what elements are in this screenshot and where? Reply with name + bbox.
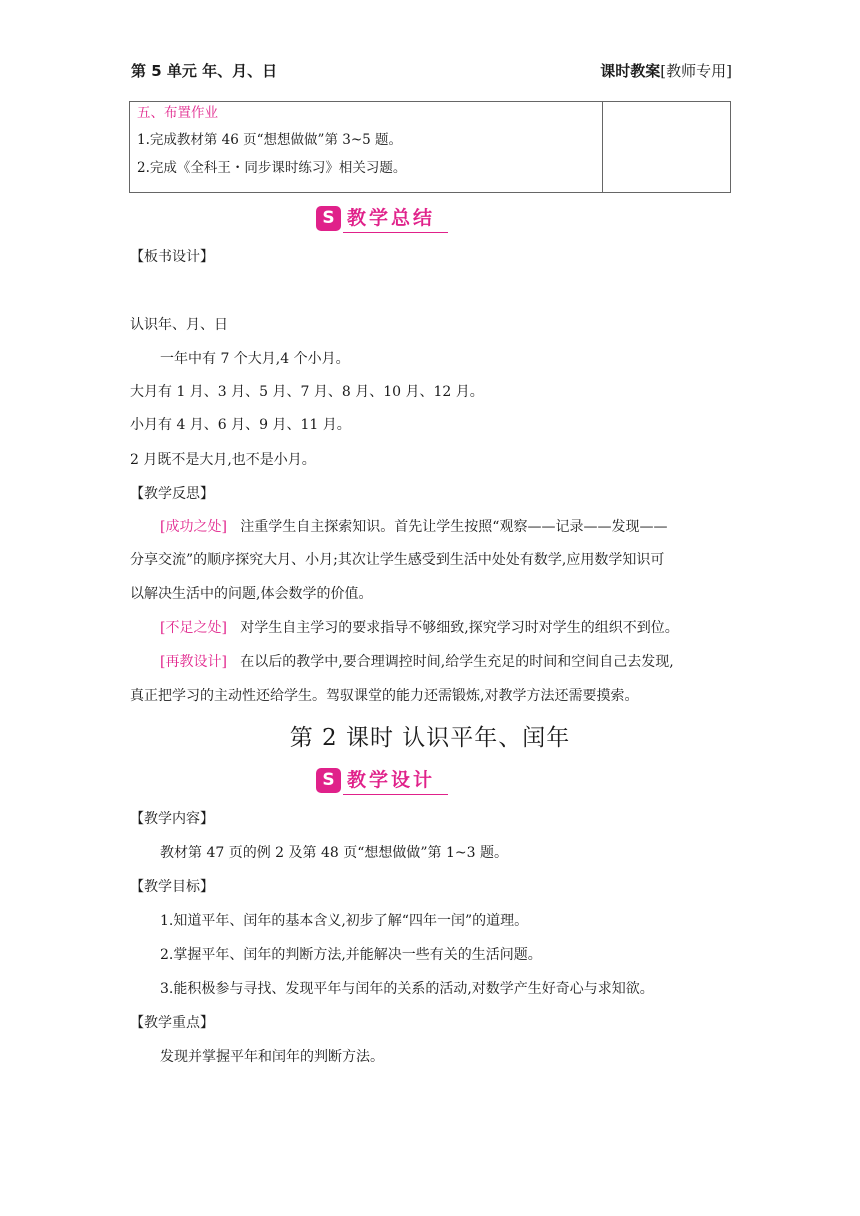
success-tag: [成功之处] bbox=[160, 519, 227, 535]
teaching-design-banner bbox=[316, 767, 448, 795]
reflection-heading: 【教学反思】 bbox=[130, 486, 214, 502]
banner-underline bbox=[343, 794, 448, 796]
teaching-summary-banner bbox=[316, 205, 448, 233]
homework-table bbox=[129, 101, 731, 193]
content-heading: 【教学内容】 bbox=[130, 811, 214, 827]
header-teacher-tag: [教师专用] bbox=[660, 62, 732, 80]
goal-item-2: 2.掌握平年、闰年的判断方法,并能解决一些有关的生活问题。 bbox=[160, 947, 542, 963]
board-line-3: 大月有 1 月、3 月、5 月、7 月、8 月、10 月、12 月。 bbox=[130, 384, 484, 400]
reflection-success-line-1 bbox=[160, 517, 667, 537]
section-logo-icon: S bbox=[316, 768, 341, 793]
banner-underline bbox=[343, 232, 448, 234]
key-points-heading: 【教学重点】 bbox=[130, 1015, 214, 1031]
board-line-1: 认识年、月、日 bbox=[130, 317, 228, 333]
section-logo-icon: S bbox=[316, 206, 341, 231]
board-line-5: 2 月既不是大月,也不是小月。 bbox=[130, 452, 316, 468]
board-line-2: 一年中有 7 个大月,4 个小月。 bbox=[160, 351, 350, 367]
reflection-redesign-line-2: 真正把学习的主动性还给学生。驾驭课堂的能力还需锻炼,对教学方法还需要摸索。 bbox=[130, 688, 639, 704]
lesson-title: 第 2 课时 认识平年、闰年 bbox=[289, 725, 571, 751]
homework-title: 五、布置作业 bbox=[137, 105, 218, 121]
reflection-success-line-3: 以解决生活中的问题,体会数学的价值。 bbox=[130, 586, 373, 602]
reflection-success-line-2: 分享交流”的顺序探究大月、小月;其次让学生感受到生活中处处有数学,应用数学知识可 bbox=[130, 552, 665, 568]
homework-item-1: 1.完成教材第 46 页“想想做做”第 3~5 题。 bbox=[137, 132, 403, 148]
key-points-text: 发现并掌握平年和闰年的判断方法。 bbox=[160, 1049, 384, 1065]
reflection-lack-line bbox=[160, 618, 679, 638]
header-doc-type-label: 课时教案 bbox=[600, 62, 661, 80]
homework-notes-cell bbox=[603, 102, 731, 193]
homework-cell bbox=[130, 102, 603, 193]
redesign-tag: [再教设计] bbox=[160, 654, 227, 670]
success-text-1: 注重学生自主探索知识。首先让学生按照“观察——记录——发现—— bbox=[240, 519, 668, 535]
goal-item-1: 1.知道平年、闰年的基本含义,初步了解“四年一闰”的道理。 bbox=[160, 913, 529, 929]
page-header-doc-type bbox=[600, 60, 732, 81]
board-design-heading: 【板书设计】 bbox=[130, 249, 214, 265]
lack-tag: [不足之处] bbox=[160, 620, 227, 636]
goal-item-3: 3.能积极参与寻找、发现平年与闰年的关系的活动,对数学产生好奇心与求知欲。 bbox=[160, 981, 654, 997]
redesign-text-1: 在以后的教学中,要合理调控时间,给学生充足的时间和空间自己去发现, bbox=[240, 654, 674, 670]
goals-heading: 【教学目标】 bbox=[130, 879, 214, 895]
teaching-summary-banner-label: 教学总结 bbox=[347, 207, 436, 229]
homework-item-2: 2.完成《全科王・同步课时练习》相关习题。 bbox=[137, 160, 407, 176]
board-line-4: 小月有 4 月、6 月、9 月、11 月。 bbox=[130, 417, 351, 433]
page-header-unit: 第 5 单元 年、月、日 bbox=[131, 62, 278, 80]
lack-text: 对学生自主学习的要求指导不够细致,探究学习时对学生的组织不到位。 bbox=[240, 620, 679, 636]
reflection-redesign-line-1 bbox=[160, 652, 674, 672]
teaching-design-banner-label: 教学设计 bbox=[347, 769, 436, 791]
content-text: 教材第 47 页的例 2 及第 48 页“想想做做”第 1~3 题。 bbox=[160, 845, 508, 861]
